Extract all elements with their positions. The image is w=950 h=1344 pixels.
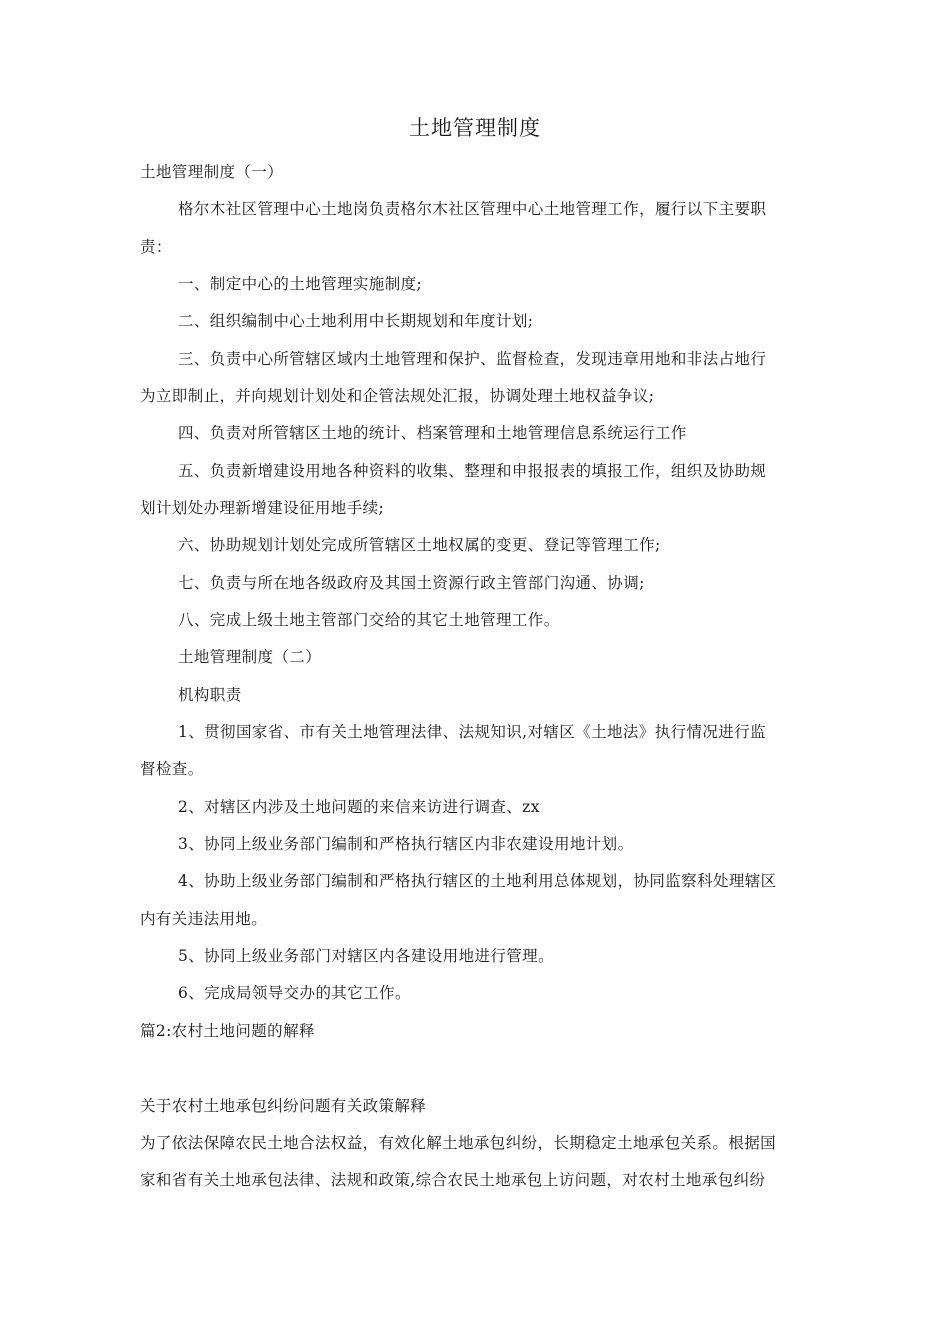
paragraph-line: 1、贯彻国家省、市有关土地管理法律、法规知识,对辖区《土地法》执行情况进行监 — [178, 723, 766, 741]
chapter-heading: 篇2:农村土地问题的解释 — [140, 1022, 315, 1040]
paragraph-line: 5、协同上级业务部门对辖区内各建设用地进行管理。 — [178, 947, 554, 965]
section-heading-1: 土地管理制度（一） — [140, 163, 284, 181]
paragraph-line: 内有关违法用地。 — [140, 910, 268, 928]
paragraph-line: 二、组织编制中心土地利用中长期规划和年度计划; — [178, 312, 534, 330]
paragraph-line: 3、协同上级业务部门编制和严格执行辖区内非农建设用地计划。 — [178, 835, 634, 853]
paragraph-line: 4、协助上级业务部门编制和严格执行辖区的土地利用总体规划，协同监察科处理辖区 — [178, 872, 777, 890]
paragraph-line: 6、完成局领导交办的其它工作。 — [178, 984, 411, 1002]
paragraph-line: 为了依法保障农民土地合法权益，有效化解土地承包纠纷，长期稳定土地承包关系。根据国 — [140, 1134, 777, 1152]
paragraph-line: 一、制定中心的土地管理实施制度; — [178, 275, 423, 293]
paragraph-line: 七、负责与所在地各级政府及其国土资源行政主管部门沟通、协调; — [178, 574, 645, 592]
paragraph-line: 四、负责对所管辖区土地的统计、档案管理和土地管理信息系统运行工作 — [178, 424, 687, 442]
document-title: 土地管理制度 — [409, 116, 541, 140]
paragraph-line: 督检查。 — [140, 760, 204, 778]
paragraph-line: 为立即制止，并向规划计划处和企管法规处汇报，协调处理土地权益争议; — [140, 387, 655, 405]
paragraph-line: 格尔木社区管理中心土地岗负责格尔木社区管理中心土地管理工作，履行以下主要职 — [178, 200, 767, 218]
paragraph-line: 五、负责新增建设用地各种资料的收集、整理和申报报表的填报工作，组织及协助规 — [178, 462, 767, 480]
paragraph-line: 责： — [140, 238, 172, 256]
section-heading-2: 土地管理制度（二） — [178, 648, 322, 666]
article-title: 关于农村土地承包纠纷问题有关政策解释 — [140, 1097, 427, 1115]
paragraph-line: 三、负责中心所管辖区域内土地管理和保护、监督检查，发现违章用地和非法占地行 — [178, 350, 767, 368]
paragraph-line: 六、协助规划计划处完成所管辖区土地权属的变更、登记等管理工作; — [178, 536, 661, 554]
paragraph-line: 2、对辖区内涉及土地问题的来信来访进行调查、zx — [178, 798, 540, 816]
subheading: 机构职责 — [178, 686, 242, 704]
paragraph-line: 划计划处办理新增建设征用地手续; — [140, 499, 385, 517]
paragraph-line: 八、完成上级土地主管部门交给的其它土地管理工作。 — [178, 611, 560, 629]
paragraph-line: 家和省有关土地承包法律、法规和政策,综合农民土地承包上访问题，对农村土地承包纠纷 — [140, 1171, 766, 1189]
